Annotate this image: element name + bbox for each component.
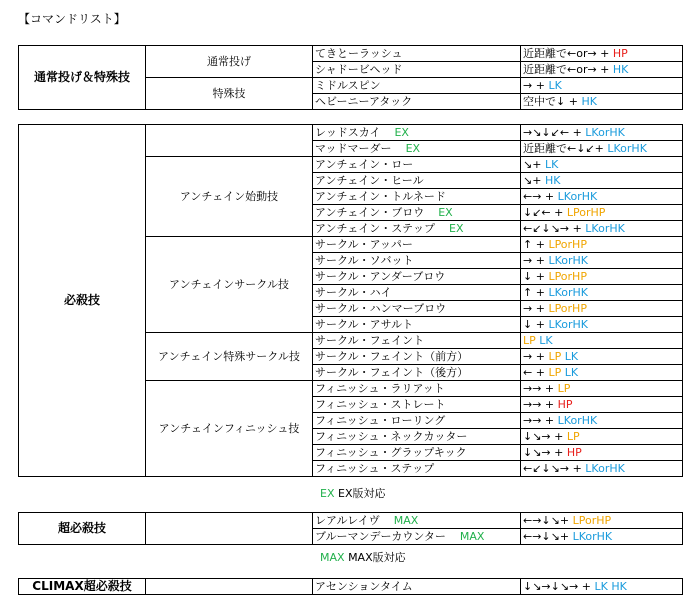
category-cell: 必殺技 bbox=[19, 125, 146, 477]
move-name: アンチェイン・ヒール bbox=[315, 174, 424, 187]
command-cell bbox=[521, 237, 683, 253]
command-part: LK bbox=[561, 366, 579, 379]
table-row bbox=[19, 46, 683, 62]
move-name: フィニッシュ・ネックカッター bbox=[315, 430, 468, 443]
command-part: LKorHK bbox=[607, 142, 647, 155]
command-cell bbox=[521, 125, 683, 141]
command-part: LK bbox=[544, 158, 559, 171]
command-cell bbox=[521, 445, 683, 461]
climax-moves-table bbox=[18, 578, 683, 595]
command-part: LPorHP bbox=[548, 238, 587, 251]
command-cell bbox=[521, 301, 683, 317]
move-name-cell bbox=[313, 301, 521, 317]
group-cell: アンチェイン始動技 bbox=[146, 157, 313, 237]
command-cell bbox=[521, 62, 683, 78]
command-part: ←→↓↘+ bbox=[523, 514, 573, 527]
group-cell bbox=[146, 579, 313, 595]
move-name: フィニッシュ・グラップキック bbox=[315, 446, 467, 459]
command-part: LK HK bbox=[594, 580, 627, 593]
command-part: LP bbox=[566, 430, 580, 443]
move-name-cell bbox=[313, 413, 521, 429]
command-cell bbox=[521, 397, 683, 413]
command-part: LKorHK bbox=[548, 318, 588, 331]
move-name-cell bbox=[313, 141, 521, 157]
move-name-cell bbox=[313, 397, 521, 413]
move-name: フィニッシュ・ストレート bbox=[315, 398, 446, 411]
command-part: ↘+ bbox=[523, 174, 545, 187]
version-tag: MAX bbox=[459, 530, 485, 543]
move-name: サークル・ハイ bbox=[315, 286, 392, 299]
table-row bbox=[19, 513, 683, 529]
command-cell bbox=[521, 205, 683, 221]
command-cell bbox=[521, 94, 683, 110]
move-name-cell bbox=[313, 445, 521, 461]
command-cell bbox=[521, 333, 683, 349]
command-part: → + bbox=[523, 79, 549, 92]
move-name-cell bbox=[313, 317, 521, 333]
move-name: フィニッシュ・ステップ bbox=[315, 462, 435, 475]
command-cell bbox=[521, 579, 683, 595]
move-name: マッドマーダー bbox=[315, 142, 392, 155]
move-name-cell bbox=[313, 429, 521, 445]
command-part: ←↙↓↘→ + bbox=[523, 222, 586, 235]
move-name: アンチェイン・ステップ bbox=[315, 222, 436, 235]
move-name-cell bbox=[313, 125, 521, 141]
command-cell bbox=[521, 46, 683, 62]
move-name-cell bbox=[313, 221, 521, 237]
command-part: LK bbox=[561, 350, 579, 363]
command-part: ↑ + bbox=[523, 238, 549, 251]
command-part: ↓↙← + bbox=[523, 206, 567, 219]
command-part: →→ + bbox=[523, 414, 558, 427]
command-part: LK bbox=[535, 334, 553, 347]
move-name-cell bbox=[313, 579, 521, 595]
command-part: ←→ + bbox=[523, 190, 558, 203]
command-part: ↓ + bbox=[523, 270, 549, 283]
category-cell: 通常投げ＆特殊技 bbox=[19, 46, 146, 110]
command-part: LKorHK bbox=[585, 222, 625, 235]
command-part: LKorHK bbox=[548, 254, 588, 267]
command-part: LKorHK bbox=[585, 126, 625, 139]
command-part: LKorHK bbox=[548, 286, 588, 299]
move-name: てきとーラッシュ bbox=[315, 47, 403, 60]
command-part: HK bbox=[581, 95, 597, 108]
command-part: →↘↓↙← + bbox=[523, 126, 586, 139]
command-part: →→ + bbox=[523, 398, 558, 411]
command-cell bbox=[521, 365, 683, 381]
command-cell bbox=[521, 221, 683, 237]
move-name: アンチェイン・ロー bbox=[315, 158, 414, 171]
move-name-cell bbox=[313, 78, 521, 94]
move-name-cell bbox=[313, 46, 521, 62]
max-note-text: MAX版対応 bbox=[348, 551, 406, 564]
move-name: サークル・アッパー bbox=[315, 238, 413, 251]
command-part: LKorHK bbox=[557, 414, 598, 427]
move-name-cell bbox=[313, 62, 521, 78]
command-cell bbox=[521, 78, 683, 94]
move-name-cell bbox=[313, 333, 521, 349]
move-name: サークル・フェイント（前方） bbox=[315, 350, 469, 363]
command-part: 近距離で←↓↙+ bbox=[523, 142, 608, 155]
move-name-cell bbox=[313, 285, 521, 301]
command-cell bbox=[521, 317, 683, 333]
move-name-cell bbox=[313, 269, 521, 285]
move-name: フィニッシュ・ローリング bbox=[315, 414, 446, 427]
table-row bbox=[19, 125, 683, 141]
command-part: ↓↘→ + bbox=[523, 446, 567, 459]
move-name: レアルレイヴ bbox=[315, 514, 380, 527]
command-part: LP bbox=[548, 350, 562, 363]
command-part: → + bbox=[523, 302, 549, 315]
move-name-cell bbox=[313, 253, 521, 269]
command-part: HK bbox=[544, 174, 561, 187]
command-part: 近距離で←or→ + bbox=[523, 63, 613, 76]
ex-note-tag: EX bbox=[320, 487, 335, 500]
move-name: サークル・フェイント（後方） bbox=[315, 366, 469, 379]
category-cell: CLIMAX超必殺技 bbox=[19, 579, 146, 595]
command-cell bbox=[521, 429, 683, 445]
move-name: フィニッシュ・ラリアット bbox=[315, 382, 445, 395]
command-part: LKorHK bbox=[557, 190, 598, 203]
command-cell bbox=[521, 157, 683, 173]
move-name: アンチェイン・トルネード bbox=[315, 190, 446, 203]
move-name-cell bbox=[313, 157, 521, 173]
special-moves-table bbox=[18, 124, 683, 477]
version-tag: MAX bbox=[393, 514, 419, 527]
command-part: 近距離で←or→ + bbox=[523, 47, 613, 60]
command-part: ↓↘→ + bbox=[523, 430, 567, 443]
command-part: LKorHK bbox=[585, 462, 625, 475]
move-name-cell bbox=[313, 365, 521, 381]
command-cell bbox=[521, 173, 683, 189]
category-cell: 超必殺技 bbox=[19, 513, 146, 545]
command-cell bbox=[521, 529, 683, 545]
move-name-cell bbox=[313, 461, 521, 477]
move-name-cell bbox=[313, 189, 521, 205]
command-part: LP bbox=[557, 382, 571, 395]
command-part: LP bbox=[523, 334, 536, 347]
version-tag: EX bbox=[405, 142, 421, 155]
command-cell bbox=[521, 141, 683, 157]
group-cell bbox=[146, 513, 313, 545]
version-tag: EX bbox=[449, 222, 464, 235]
command-part: ←→↓↘+ bbox=[523, 530, 573, 543]
command-part: HP bbox=[612, 47, 628, 60]
group-cell bbox=[146, 125, 313, 157]
move-name-cell bbox=[313, 381, 521, 397]
move-name: アセンションタイム bbox=[315, 580, 413, 593]
move-name: シャドービヘッド bbox=[315, 63, 403, 76]
move-name-cell bbox=[313, 237, 521, 253]
command-part: 空中で↓ + bbox=[523, 95, 582, 108]
command-cell bbox=[521, 253, 683, 269]
max-note-tag: MAX bbox=[320, 551, 345, 564]
move-name-cell bbox=[313, 205, 521, 221]
move-name: ミドルスピン bbox=[315, 79, 381, 92]
ex-note bbox=[320, 485, 386, 501]
move-name-cell bbox=[313, 94, 521, 110]
move-name: サークル・フェイント bbox=[315, 334, 425, 347]
ex-note-text: EX版対応 bbox=[338, 487, 386, 500]
group-cell: アンチェインサークル技 bbox=[146, 237, 313, 333]
move-name-cell bbox=[313, 513, 521, 529]
move-name-cell bbox=[313, 349, 521, 365]
throws-table bbox=[18, 45, 683, 110]
command-cell bbox=[521, 285, 683, 301]
command-part: ↘+ bbox=[523, 158, 545, 171]
group-cell: アンチェインフィニッシュ技 bbox=[146, 381, 313, 477]
move-name: レッドスカイ bbox=[315, 126, 381, 139]
command-part: HP bbox=[566, 446, 582, 459]
group-cell: 通常投げ bbox=[146, 46, 313, 78]
command-cell bbox=[521, 413, 683, 429]
move-name: ヘビーニーアタック bbox=[315, 95, 413, 108]
group-cell: 特殊技 bbox=[146, 78, 313, 110]
move-name: サークル・アンダーブロウ bbox=[315, 270, 446, 283]
command-cell bbox=[521, 349, 683, 365]
command-part: LKorHK bbox=[572, 530, 613, 543]
command-cell bbox=[521, 269, 683, 285]
command-part: LPorHP bbox=[566, 206, 606, 219]
super-moves-table bbox=[18, 512, 683, 545]
command-cell bbox=[521, 513, 683, 529]
command-part: LP bbox=[548, 366, 562, 379]
command-part: LPorHP bbox=[548, 302, 587, 315]
group-cell: アンチェイン特殊サークル技 bbox=[146, 333, 313, 381]
version-tag: EX bbox=[394, 126, 409, 139]
table-row bbox=[19, 579, 683, 595]
command-part: →→ + bbox=[523, 382, 558, 395]
command-part: LK bbox=[548, 79, 562, 92]
command-part: LPorHP bbox=[572, 514, 612, 527]
move-name: サークル・ソバット bbox=[315, 254, 414, 267]
move-name-cell bbox=[313, 173, 521, 189]
page-title: 【コマンドリスト】 bbox=[18, 12, 126, 26]
command-cell bbox=[521, 461, 683, 477]
move-name-cell bbox=[313, 529, 521, 545]
command-part: → + bbox=[523, 350, 549, 363]
command-part: LPorHP bbox=[548, 270, 587, 283]
command-part: ↓↘→↓↘→ + bbox=[523, 580, 595, 593]
command-part: → + bbox=[523, 254, 549, 267]
max-note bbox=[320, 549, 406, 565]
move-name: サークル・ハンマーブロウ bbox=[315, 302, 447, 315]
move-name: アンチェイン・ブロウ bbox=[315, 206, 425, 219]
move-name: ブルーマンデーカウンター bbox=[315, 530, 446, 543]
version-tag: EX bbox=[438, 206, 453, 219]
command-part: ←↙↓↘→ + bbox=[523, 462, 586, 475]
move-name: サークル・アサルト bbox=[315, 318, 414, 331]
command-part: HK bbox=[612, 63, 629, 76]
command-part: ↑ + bbox=[523, 286, 549, 299]
command-part: HP bbox=[557, 398, 573, 411]
command-part: ↓ + bbox=[523, 318, 549, 331]
command-cell bbox=[521, 381, 683, 397]
command-part: ← + bbox=[523, 366, 549, 379]
command-cell bbox=[521, 189, 683, 205]
